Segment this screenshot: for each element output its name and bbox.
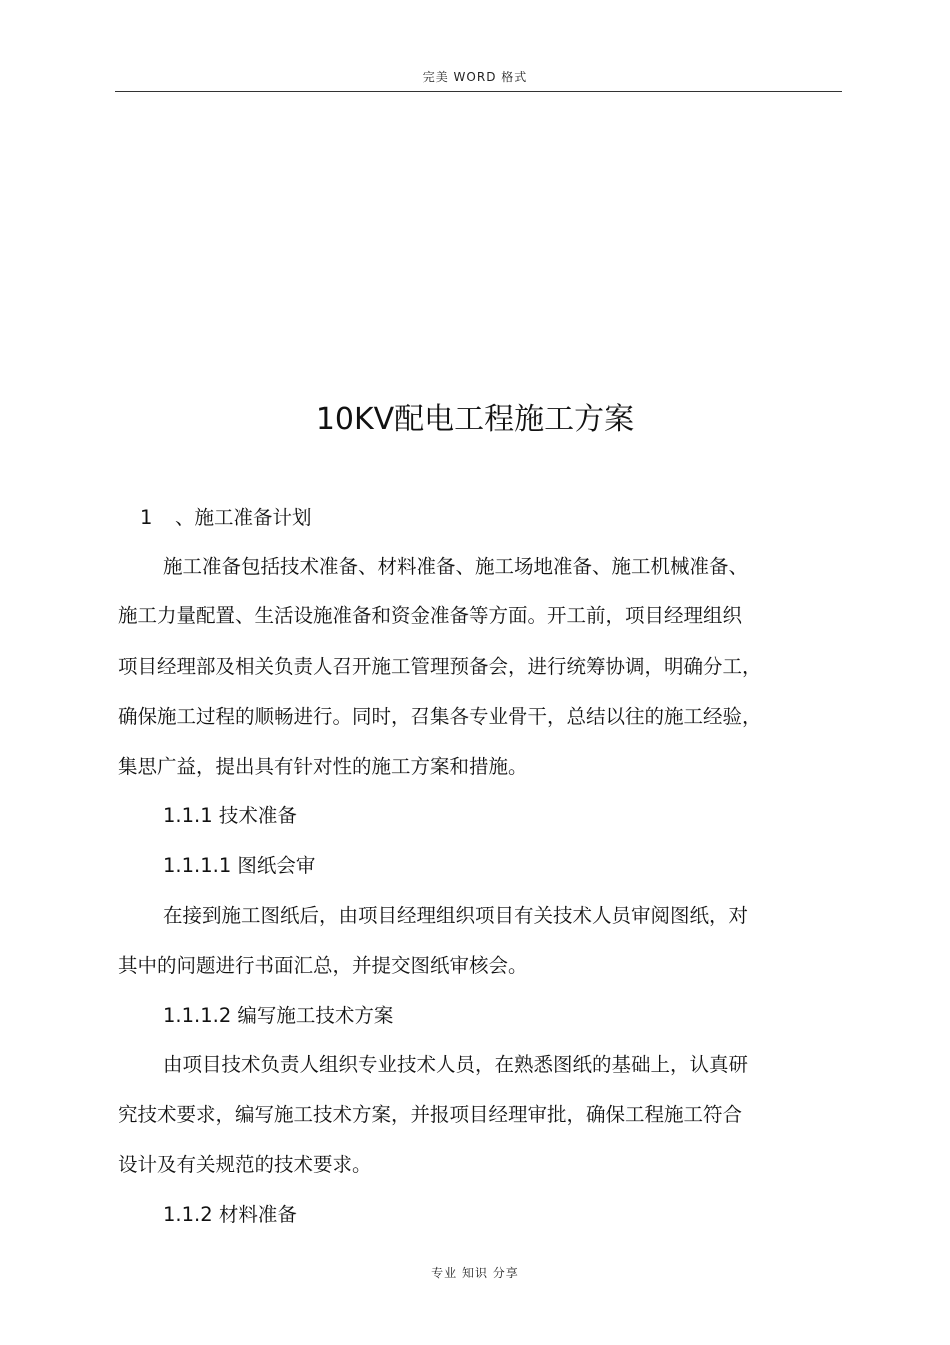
page-header: 完美 WORD 格式: [422, 70, 528, 84]
paragraph-line: 究技术要求，编写施工技术方案，并报项目经理审批，确保工程施工符合: [118, 1103, 743, 1126]
paragraph-line: 设计及有关规范的技术要求。: [118, 1153, 372, 1176]
paragraph-line: 施工准备包括技术准备、材料准备、施工场地准备、施工机械准备、: [163, 555, 749, 578]
paragraph-line: 集思广益，提出具有针对性的施工方案和措施。: [118, 755, 528, 778]
paragraph-line: 施工力量配置、生活设施准备和资金准备等方面。开工前，项目经理组织: [118, 604, 743, 627]
section-number: 1: [140, 506, 153, 529]
subsubsection-heading: 1.1.1.2 编写施工技术方案: [163, 1004, 394, 1027]
page-footer: 专业 知识 分享: [431, 1266, 519, 1280]
section-heading: 、施工准备计划: [175, 506, 312, 529]
paragraph-line: 其中的问题进行书面汇总，并提交图纸审核会。: [118, 954, 528, 977]
paragraph-line: 在接到施工图纸后，由项目经理组织项目有关技术人员审阅图纸，对: [163, 904, 749, 927]
paragraph-line: 项目经理部及相关负责人召开施工管理预备会，进行统筹协调，明确分工，: [118, 655, 762, 678]
paragraph-line: 确保施工过程的顺畅进行。同时，召集各专业骨干，总结以往的施工经验，: [118, 705, 762, 728]
subsection-heading: 1.1.2 材料准备: [163, 1203, 297, 1226]
subsection-heading: 1.1.1 技术准备: [163, 804, 297, 827]
subsubsection-heading: 1.1.1.1 图纸会审: [163, 854, 316, 877]
paragraph-line: 由项目技术负责人组织专业技术人员，在熟悉图纸的基础上，认真研: [163, 1053, 749, 1076]
document-title: 10KV配电工程施工方案: [315, 402, 635, 437]
header-divider: [115, 91, 842, 92]
